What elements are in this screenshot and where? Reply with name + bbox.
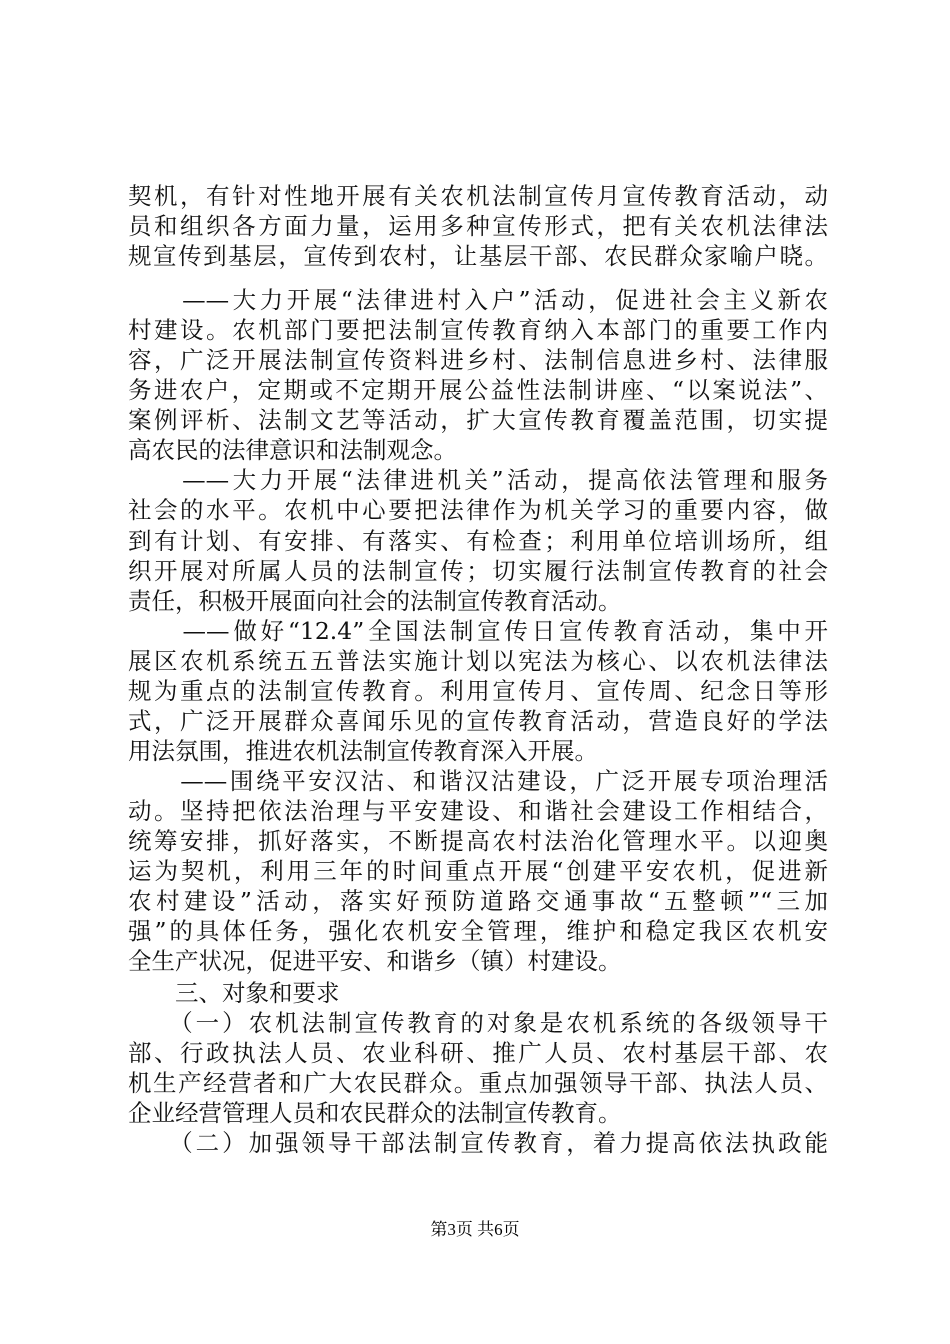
body-line: 农村建设”活动，落实好预防道路交通事故“五整顿”“三加: [128, 887, 828, 915]
body-line: 责任，积极开展面向社会的法制宣传教育活动。: [128, 587, 622, 615]
body-line: 统筹安排，抓好落实，不断提高农村法治化管理水平。以迎奥: [128, 827, 828, 855]
body-line: 社会的水平。农机中心要把法律作为机关学习的重要内容，做: [128, 496, 828, 524]
body-line: 企业经营管理人员和农民群众的法制宣传教育。: [128, 1099, 622, 1127]
body-line: 动。坚持把依法治理与平安建设、和谐社会建设工作相结合，: [128, 797, 828, 825]
body-line: 容，广泛开展法制宣传资料进乡村、法制信息进乡村、法律服: [128, 346, 828, 374]
body-line: 机生产经营者和广大农民群众。重点加强领导干部、执法人员、: [128, 1069, 828, 1097]
body-line: 到有计划、有安排、有落实、有检查；利用单位培训场所，组: [128, 527, 828, 555]
body-line: 运为契机，利用三年的时间重点开展“创建平安农机，促进新: [128, 857, 828, 885]
body-line: 规为重点的法制宣传教育。利用宣传月、宣传周、纪念日等形: [128, 677, 828, 705]
body-line: 展区农机系统五五普法实施计划以宪法为核心、以农机法律法: [128, 647, 828, 675]
body-line: 高农民的法律意识和法制观念。: [128, 436, 457, 464]
body-line: 织开展对所属人员的法制宣传；切实履行法制宣传教育的社会: [128, 557, 828, 585]
page-footer: 第3页 共6页: [430, 1220, 520, 1239]
body-line: 部、行政执法人员、农业科研、推广人员、农村基层干部、农: [128, 1039, 828, 1067]
body-line: 用法氛围，推进农机法制宣传教育深入开展。: [128, 737, 598, 765]
body-line: 员和组织各方面力量，运用多种宣传形式，把有关农机法律法: [128, 212, 828, 240]
body-line: （一）农机法制宣传教育的对象是农机系统的各级领导干: [128, 1009, 828, 1037]
body-line: ——做好“12.4”全国法制宣传日宣传教育活动，集中开: [128, 617, 828, 645]
body-line: ——大力开展“法律进村入户”活动，促进社会主义新农: [128, 286, 828, 314]
body-line: 式，广泛开展群众喜闻乐见的宣传教育活动，营造良好的学法: [128, 707, 828, 735]
body-line: 案例评析、法制文艺等活动，扩大宣传教育覆盖范围，切实提: [128, 406, 828, 434]
body-line: 全生产状况，促进平安、和谐乡（镇）村建设。: [128, 947, 622, 975]
body-line: 强”的具体任务，强化农机安全管理，维护和稳定我区农机安: [128, 917, 828, 945]
body-line: ——围绕平安汉沽、和谐汉沽建设，广泛开展专项治理活: [128, 767, 828, 795]
body-line: 契机，有针对性地开展有关农机法制宣传月宣传教育活动，动: [128, 182, 828, 210]
body-line: 村建设。农机部门要把法制宣传教育纳入本部门的重要工作内: [128, 316, 828, 344]
body-line: （二）加强领导干部法制宣传教育，着力提高依法执政能: [128, 1129, 828, 1157]
body-line: 规宣传到基层，宣传到农村，让基层干部、农民群众家喻户晓。: [128, 242, 828, 270]
section-heading: 三、对象和要求: [128, 979, 340, 1007]
body-line: 务进农户，定期或不定期开展公益性法制讲座、“以案说法”、: [128, 376, 828, 404]
body-line: ——大力开展“法律进机关”活动，提高依法管理和服务: [128, 466, 828, 494]
